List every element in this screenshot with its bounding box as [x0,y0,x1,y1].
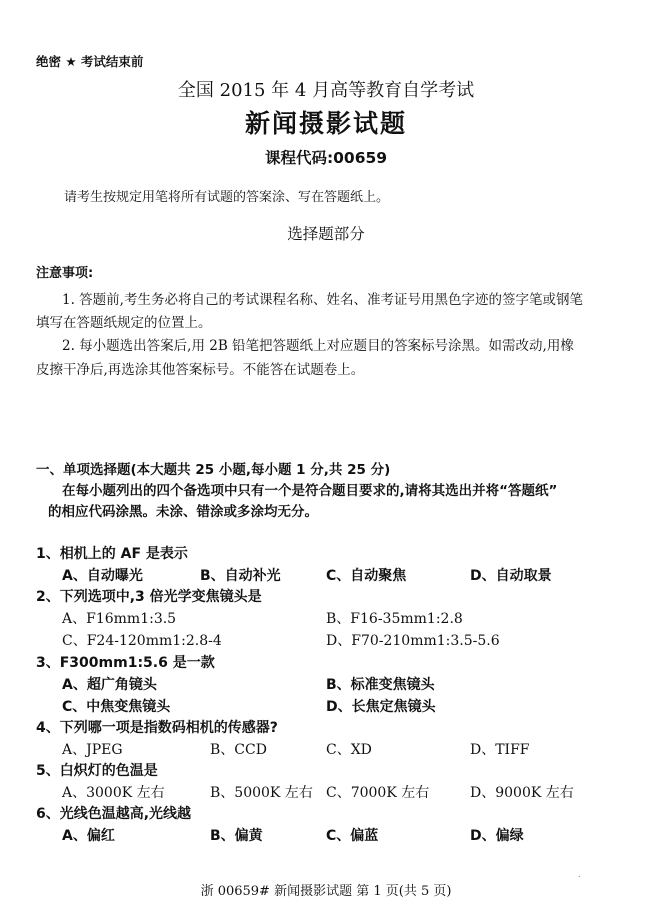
question-1-option-c: C、自动聚焦 [326,568,407,584]
subject-title: 新闻摄影试题 [244,109,407,138]
question-3-option-a: A、超广角镜头 [62,677,157,693]
question-3-option-c: C、中焦变焦镜头 [62,699,171,715]
page-mark: . [578,870,581,879]
question-5-option-d: D、9000K 左右 [470,785,574,801]
note-1-line-1: 1. 答题前,考生务必将自己的考试课程名称、姓名、准考证号用黑色字迹的签字笔或钢笔 [62,292,583,308]
question-4-option-a: A、JPEG [62,742,123,758]
question-4-option-c: C、XD [326,742,372,758]
question-2-option-d: D、F70-210mm1:3.5-5.6 [326,633,500,649]
question-1-option-d: D、自动取景 [470,568,552,584]
question-6-option-a: A、偏红 [62,828,115,844]
note-1-line-2: 填写在答题纸规定的位置上。 [36,315,212,331]
question-2-option-b: B、F16-35mm1:2.8 [326,611,463,627]
question-3-option-b: B、标准变焦镜头 [326,677,435,693]
question-2-option-c: C、F24-120mm1:2.8-4 [62,633,222,649]
confidential-label: 绝密 ★ 考试结束前 [36,54,144,69]
question-2-option-a: A、F16mm1:3.5 [62,611,177,627]
part-title: 选择题部分 [287,225,365,243]
question-5-option-a: A、3000K 左右 [62,785,165,801]
question-4-stem: 4、下列哪一项是指数码相机的传感器? [36,720,278,736]
note-2-line-1: 2. 每小题选出答案后,用 2B 铅笔把答题纸上对应题目的答案标号涂黑。如需改动,用橡 [62,338,574,354]
exam-title: 全国 2015 年 4 月高等教育自学考试 [177,80,475,101]
question-6-option-c: C、偏蓝 [326,828,379,844]
section-1-title: 一、单项选择题(本大题共 25 小题,每小题 1 分,共 25 分) [36,462,391,478]
question-3-option-d: D、长焦定焦镜头 [326,699,436,715]
question-1-stem: 1、相机上的 AF 是表示 [36,546,188,562]
question-4-option-d: D、TIFF [470,742,530,758]
question-3-stem: 3、F300mm1:5.6 是一款 [36,655,215,671]
question-1-option-b: B、自动补光 [200,568,281,584]
page-footer: 浙 00659# 新闻摄影试题 第 1 页(共 5 页) [200,884,452,899]
question-5-option-b: B、5000K 左右 [210,785,313,801]
question-6-option-d: D、偏绿 [470,828,524,844]
section-1-desc-line-2: 的相应代码涂黑。未涂、错涂或多涂均无分。 [48,504,318,520]
note-2-line-2: 皮擦干净后,再选涂其他答案标号。不能答在试题卷上。 [36,362,365,378]
notes-title: 注意事项: [36,266,94,281]
section-1-desc-line-1: 在每小题列出的四个备选项中只有一个是符合题目要求的,请将其选出并将“答题纸” [62,483,558,499]
question-6-stem: 6、光线色温越高,光线越 [36,806,192,822]
question-2-stem: 2、下列选项中,3 倍光学变焦镜头是 [36,589,262,605]
question-1-option-a: A、自动曝光 [62,568,143,584]
answer-instruction: 请考生按规定用笔将所有试题的答案涂、写在答题纸上。 [64,190,390,205]
question-5-option-c: C、7000K 左右 [326,785,430,801]
question-4-option-b: B、CCD [210,742,267,758]
question-6-option-b: B、偏黄 [210,828,263,844]
question-5-stem: 5、白炽灯的色温是 [36,763,158,779]
course-code: 课程代码:00659 [264,149,388,167]
